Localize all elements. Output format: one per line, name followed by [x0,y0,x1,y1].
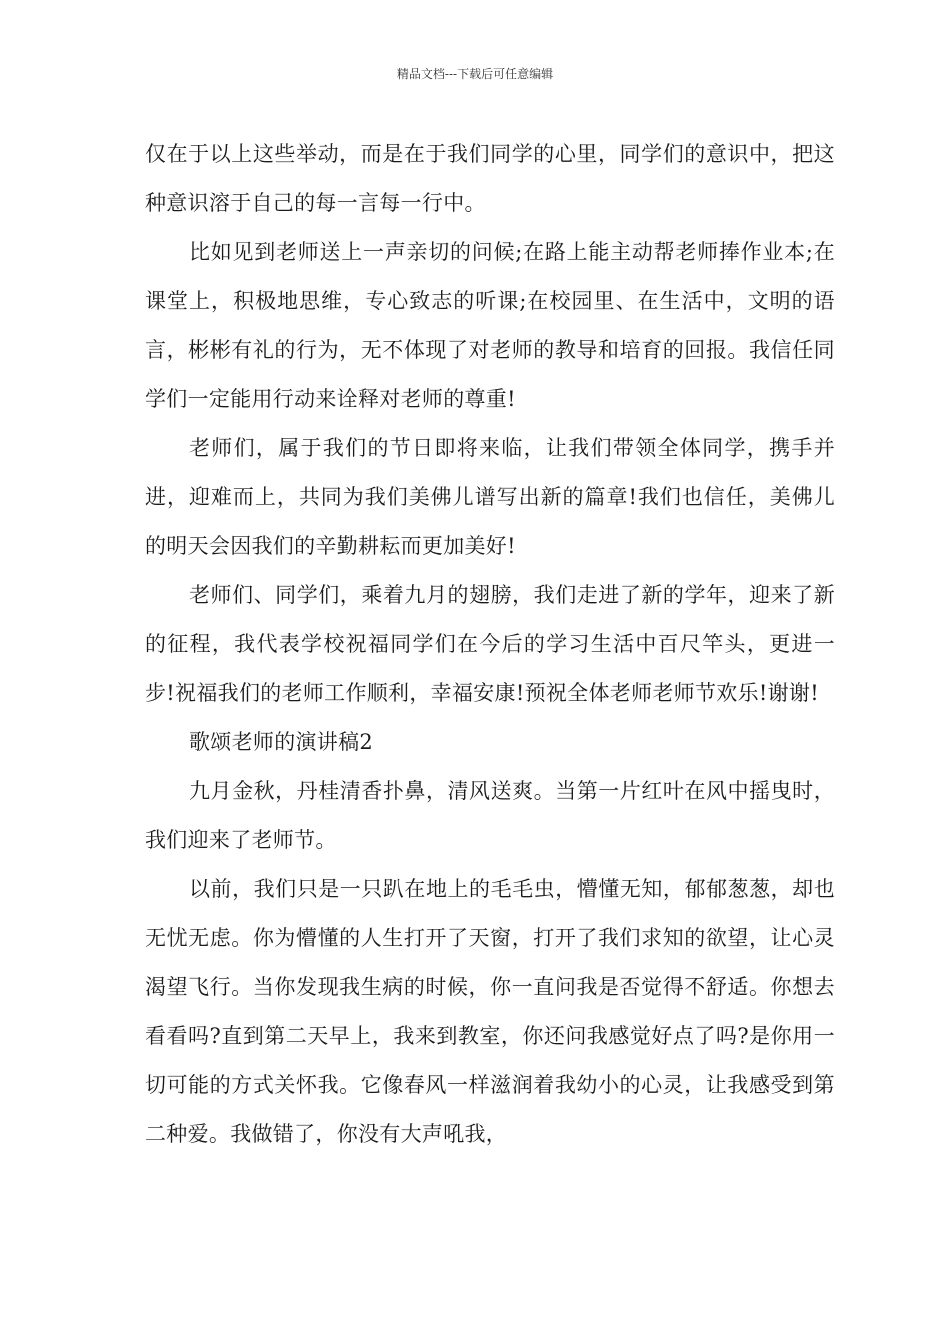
page-header: 精品文档---下载后可任意编辑 [396,67,554,81]
section-heading: 歌颂老师的演讲稿2 [189,730,374,754]
paragraph: 九月金秋，丹桂清香扑鼻，清风送爽。当第一片红叶在风中摇曳时，我们迎来了老师节。 [145,779,835,852]
document-body [145,130,835,1159]
paragraph: 比如见到老师送上一声亲切的问候;在路上能主动帮老师捧作业本;在课堂上，积极地思维，专心致志的听课;在校园里、在生活中，文明的语言，彬彬有礼的行为，无不体现了对老师的教导和培育的回报。我信任同学们一定能用行动来诠释对老师的尊重! [145,240,835,411]
paragraph-continuation: 仅在于以上这些举动，而是在于我们同学的心里，同学们的意识中，把这种意识溶于自己的每一言每一行中。 [145,142,835,215]
paragraph: 老师们，属于我们的节日即将来临，让我们带领全体同学，携手并进，迎难而上，共同为我们美佛儿谱写出新的篇章!我们也信任，美佛儿的明天会因我们的辛勤耕耘而更加美好! [145,436,835,558]
paragraph: 以前，我们只是一只趴在地上的毛毛虫，懵懂无知，郁郁葱葱，却也无忧无虑。你为懵懂的人生打开了天窗，打开了我们求知的欲望，让心灵渴望飞行。当你发现我生病的时候，你一直问我是否觉得不舒适。你想去看看吗?直到第二天早上，我来到教室，你还问我感觉好点了吗?是你用一切可能的方式关怀我。它像春风一样滋润着我幼小的心灵，让我感受到第二种爱。我做错了，你没有大声吼我， [145,877,835,1146]
paragraph: 老师们、同学们，乘着九月的翅膀，我们走进了新的学年，迎来了新的征程，我代表学校祝福同学们在今后的学习生活中百尺竿头，更进一步!祝福我们的老师工作顺利，幸福安康!预祝全体老师老师节欢乐!谢谢! [145,583,835,705]
